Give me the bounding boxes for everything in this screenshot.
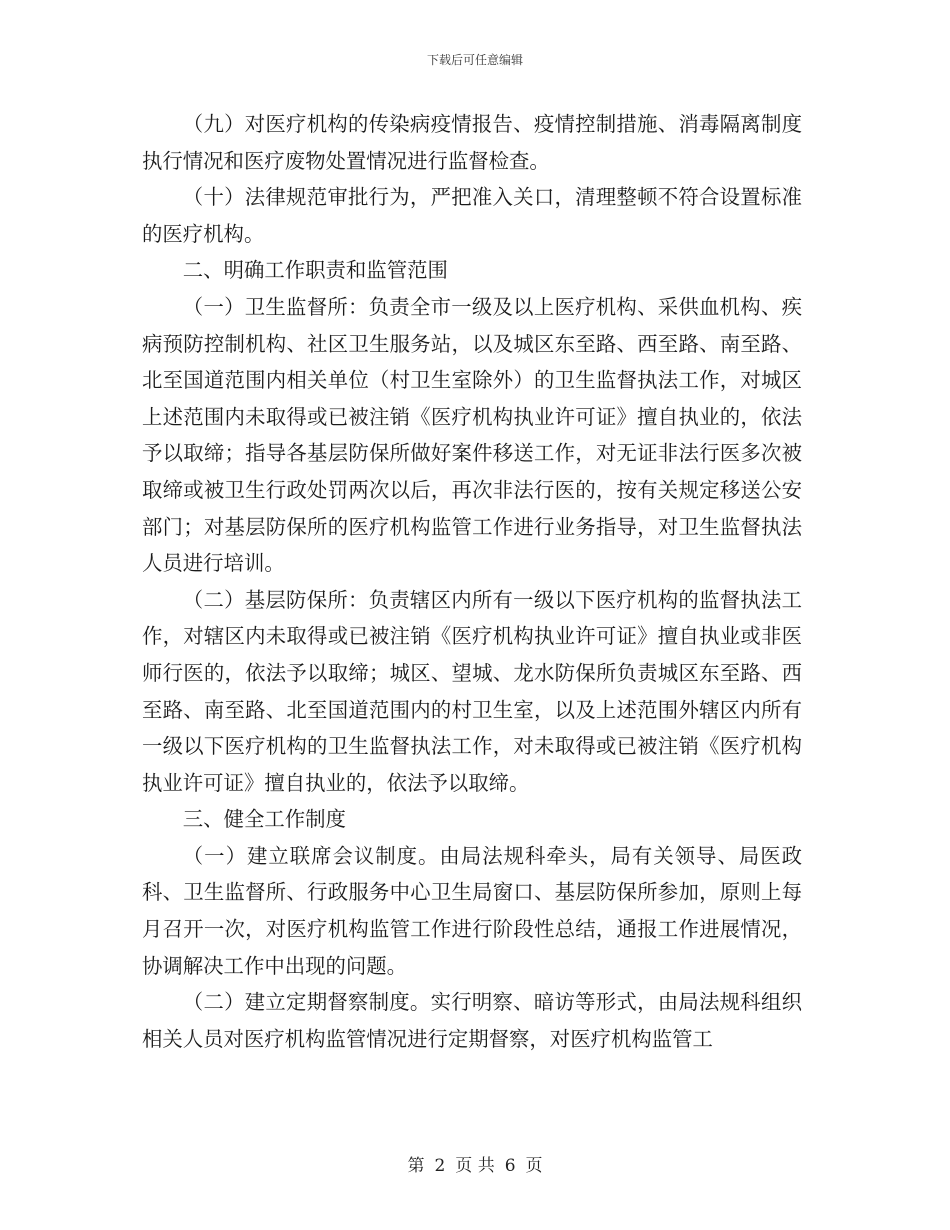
paragraph-health-supervision-office: （一）卫生监督所：负责全市一级及以上医疗机构、采供血机构、疾病预防控制机构、社区卫生服务站，以及城区东至路、西至路、南至路、北至国道范围内相关单位（村卫生室除外）的卫生监督执法工作，对城区上述范围内未取得或已被注销《医疗机构执业许可证》擅自执业的，依法予以取缔；指导各基层防保所做好案件移送工作，对无证非法行医多次被取缔或被卫生行政处罚两次以后，再次非法行医的，按有关规定移送公安部门；对基层防保所的医疗机构监管工作进行业务指导，对卫生监督执法人员进行培训。	[142, 294, 802, 576]
paragraph-joint-meeting-system: （一）建立联席会议制度。由局法规科牵头，局有关领导、局医政科、卫生监督所、行政服务中心卫生局窗口、基层防保所参加，原则上每月召开一次，对医疗机构监管工作进行阶段性总结，通报工作进展情况，协调解决工作中出现的问题。	[142, 843, 802, 978]
paragraph-regular-inspection-system: （二）建立定期督察制度。实行明察、暗访等形式，由局法规科组织相关人员对医疗机构监管情况进行定期督察，对医疗机构监管工	[142, 990, 802, 1051]
footer-label-page: 第	[407, 1156, 425, 1176]
paragraph-grassroots-prevention-office: （二）基层防保所：负责辖区内所有一级以下医疗机构的监督执法工作，对辖区内未取得或已被注销《医疗机构执业许可证》擅自执业或非医师行医的，依法予以取缔；城区、望城、龙水防保所负责城区东至路、西至路、南至路、北至国道范围内的村卫生室，以及上述范围外辖区内所有一级以下医疗机构的卫生监督执法工作，对未取得或已被注销《医疗机构执业许可证》擅自执业的，依法予以取缔。	[142, 587, 802, 795]
footer-total-pages: 6	[504, 1156, 516, 1176]
paragraph-item-9: （九）对医疗机构的传染病疫情报告、疫情控制措施、消毒隔离制度执行情况和医疗废物处置情况进行监督检查。	[142, 112, 802, 173]
document-body	[142, 106, 802, 1057]
footer-label-pages: 页	[525, 1156, 543, 1176]
footer-label-of: 页 共	[455, 1156, 495, 1176]
section-heading-2: 二、明确工作职责和监管范围	[182, 258, 448, 283]
page-header-note: 下载后可任意编辑	[426, 53, 523, 67]
footer-current-page: 2	[434, 1156, 446, 1176]
section-heading-3: 三、健全工作制度	[182, 807, 346, 832]
paragraph-item-10: （十）法律规范审批行为，严把准入关口，清理整顿不符合设置标准的医疗机构。	[142, 185, 802, 246]
page-footer	[0, 1155, 950, 1177]
